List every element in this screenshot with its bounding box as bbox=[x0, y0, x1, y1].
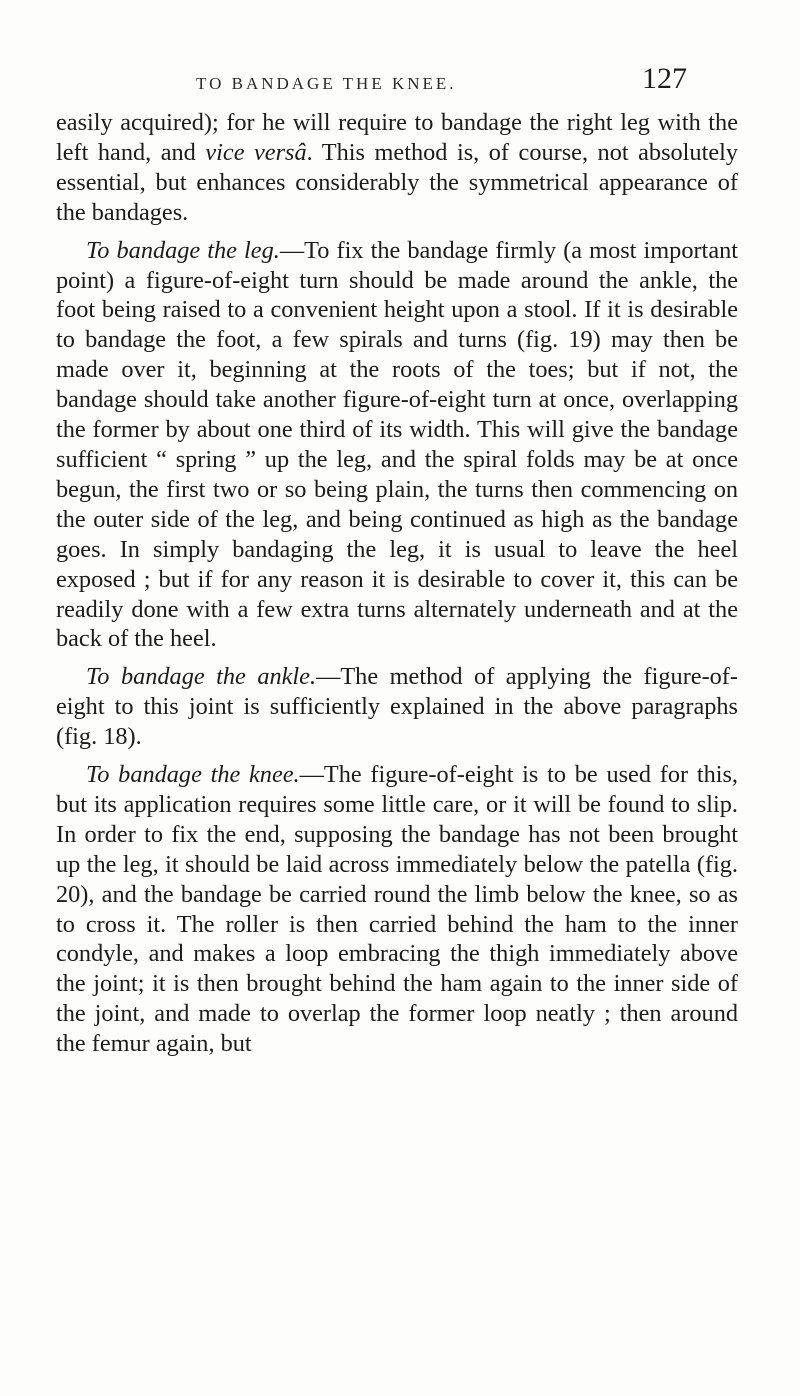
paragraph-text: . This method is, of course, not absolutely essential, but enhances considerably the symmetrical appearance of the bandages. bbox=[56, 138, 739, 226]
side-heading: To bandage the knee. bbox=[86, 761, 300, 789]
side-heading: To bandage the leg. bbox=[86, 236, 280, 264]
side-heading: To bandage the ankle. bbox=[86, 663, 317, 691]
paragraph-leg bbox=[56, 236, 738, 655]
paragraph-text: —The figure-of-eight is to be used for this, but its application requires some little care, or it will be found to slip. In order to fix the end, supposing the bandage has not been brought up the leg, it should be laid across immediately below the patella (fig. 20), and the bandage be carried round the limb below the knee, so as to cross it. The roller is then carried behind the ham to the inner condyle, and makes a loop embracing the thigh immediately above the joint; it is then brought behind the ham again to the inner side of the joint, and made to overlap the former loop neatly ; then around the femur again, but bbox=[56, 761, 738, 1058]
paragraph-text: —To fix the bandage firmly (a most important point) a figure-of-eight turn should be made around the ankle, the foot being raised to a convenient height upon a stool. If it is desirable to bandage the foot, a few spirals and turns (fig. 19) may then be made over it, beginning at the roots of the toes; but if not, the bandage should take another figure-of-eight turn at once, overlapping the former by about one third of its width. This will give the bandage sufficient “ spring ” up the leg, and the spiral folds may be at once begun, the first two or so being plain, the turns then commencing on the outer side of the leg, and being continued as high as the bandage goes. In simply bandaging the leg, it is usual to leave the heel exposed ; but if for any reason it is desirable to cover it, this can be readily done with a few extra turns alternately underneath and at the back of the heel. bbox=[56, 236, 738, 653]
running-head: TO BANDAGE THE KNEE. bbox=[196, 74, 457, 93]
paragraph-knee bbox=[56, 760, 738, 1059]
paragraph-continuation bbox=[56, 108, 738, 228]
paragraph-text: —The method of applying the figure-of-eight to this joint is sufficiently explained in the above paragraphs (fig. 18). bbox=[56, 663, 738, 751]
page-number: 127 bbox=[642, 62, 687, 95]
italic-phrase: vice versâ bbox=[205, 138, 307, 166]
paragraph-text: easily acquired); for he will require to bandage the right leg with the left hand, and bbox=[56, 109, 738, 166]
body-text bbox=[56, 108, 738, 1059]
paragraph-ankle bbox=[56, 662, 738, 752]
